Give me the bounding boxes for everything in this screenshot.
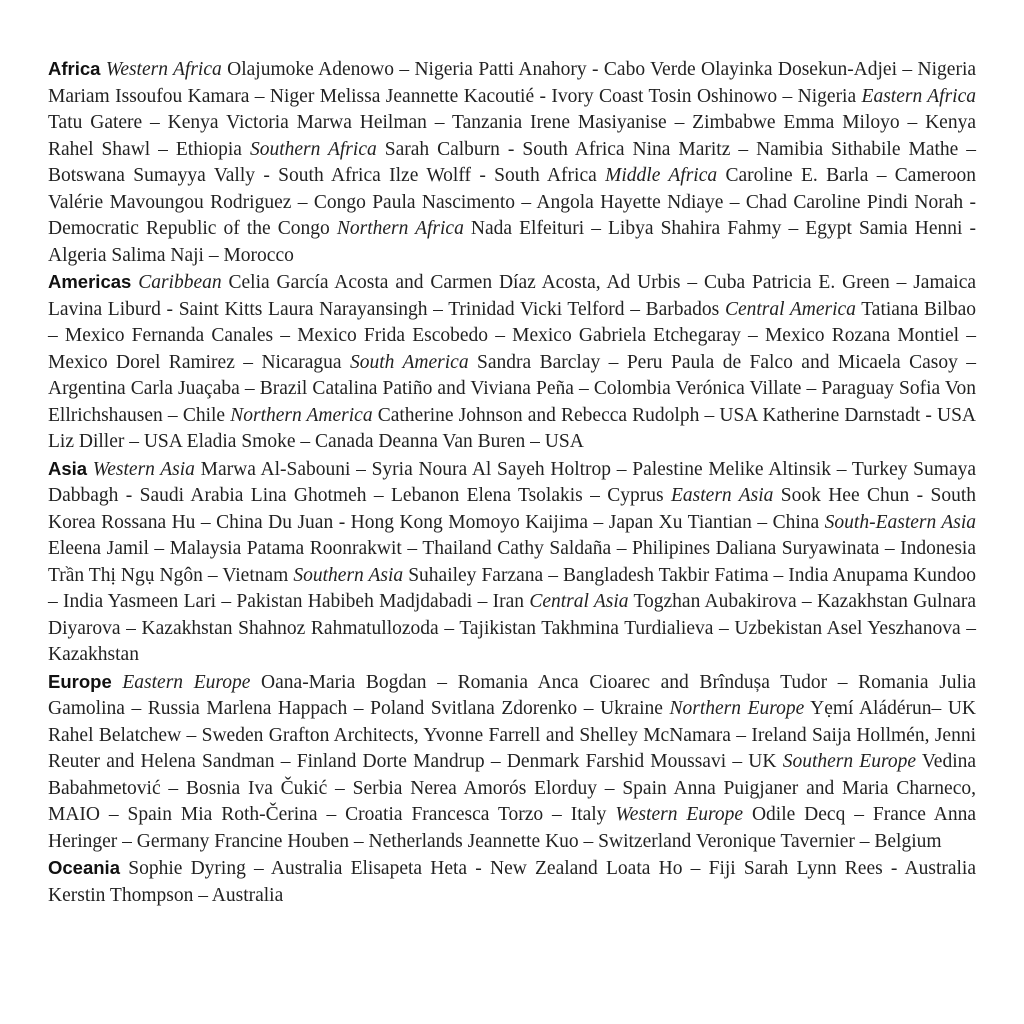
architect-list: Tatiana Bilbao – Mexico Fernanda Canales – Mexico Frida Escobedo – Mexico Gabriela Etchegaray – Mexico Rozana Montiel – Mexico Dorel Ramirez – Nicaragua (48, 298, 977, 373)
subregion-heading: Southern Europe (782, 751, 916, 772)
continent-heading: Americas (48, 271, 132, 292)
architect-list: Tatu Gatere – Kenya Victoria Marwa Heilman – Tanzania Irene Masiyanise – Zimbabwe Emma Miloyo – Kenya Rahel Shawl – Ethiopia (48, 112, 976, 160)
architect-list: Vedina Babahmetović – Bosnia Iva Čukić – Serbia Nerea Amorós Elorduy – Spain Anna Puigjaner and Maria Charneco, MAIO – Spain Mia Roth-Čerina – Croatia Francesca Torzo – Italy (48, 751, 977, 825)
continent-heading: Asia (48, 457, 88, 479)
subregion-heading: Middle Africa (605, 165, 718, 186)
architect-list: Catherine Johnson and Rebecca Rudolph – USA Katherine Darnstadt - USA Liz Diller – USA Eladia Smoke – Canada Deanna Van Buren – USA (48, 404, 977, 452)
architect-list: Nada Elfeituri – Libya Shahira Fahmy – Egypt Samia Henni - Algeria Salima Naji – Morocco (48, 218, 977, 266)
architect-list: Yẹmí Aládérun– UK Rahel Belatchew – Sweden Grafton Architects, Yvonne Farrell and Shelley McNamara – Ireland Saija Hollmén, Jenni Reuter and Helena Sandman – Finland Dorte Mandrup – Denmark Farshid Moussavi – UK (48, 698, 977, 772)
subregion-heading: Central America (724, 298, 856, 320)
subregion-heading: Eastern Asia (671, 485, 774, 506)
subregion-heading: Caribbean (138, 272, 222, 293)
subregion-heading: Southern Africa (249, 138, 377, 160)
architect-list: Togzhan Aubakirova – Kazakhstan Gulnara Diyarova – Kazakhstan Shahnoz Rahmatullozoda – Tajikistan Takhmina Turdialieva – Uzbekistan Asel Yeszhanova – Kazakhstan (48, 591, 977, 665)
architect-list: Celia García Acosta and Carmen Díaz Acosta, Ad Urbis – Cuba Patricia E. Green – Jamaica Lavina Liburd - Saint Kitts Laura Narayansingh – Trinidad Vicki Telford – Barbados (48, 272, 977, 320)
subregion-heading: Central Asia (529, 591, 629, 612)
subregion-heading: Western Africa (105, 59, 222, 80)
architect-list: Caroline E. Barla – Cameroon Valérie Mavoungou Rodriguez – Congo Paula Nascimento – Angola Hayette Ndiaye – Chad Caroline Pindi Norah - Democratic Republic of the Congo (48, 165, 977, 239)
architect-list: Suhailey Farzana – Bangladesh Takbir Fatima – India Anupama Kundoo – India Yasmeen Lari – Pakistan Habibeh Madjdabadi – Iran (48, 564, 977, 612)
subregion-heading: South America (350, 351, 469, 373)
architect-list: Sandra Barclay – Peru Paula de Falco and Micaela Casoy – Argentina Carla Juaçaba – Brazil Catalina Patiño and Viviana Peña – Colombia Verónica Villate – Paraguay Sofia Von Ellrichshausen – Chile (48, 351, 977, 426)
architect-list: Odile Decq – France Anna Heringer – Germany Francine Houben – Netherlands Jeannette Kuo – Switzerland Veronique Tavernier – Belgium (48, 804, 976, 852)
architect-list: Sook Hee Chun - South Korea Rossana Hu – China Du Juan - Hong Kong Momoyo Kaijima – Japan Xu Tiantian – China (48, 485, 977, 533)
architect-list: Eleena Jamil – Malaysia Patama Roonrakwit – Thailand Cathy Saldaña – Philipines Daliana Suryawinata – Indonesia Trần Thị Ngụ Ngôn – Vietnam (48, 538, 976, 586)
continent-heading: Africa (48, 58, 101, 79)
region-americas (48, 269, 976, 456)
region-europe (48, 669, 976, 856)
region-asia (48, 456, 976, 669)
subregion-heading: Northern Europe (669, 698, 805, 719)
subregion-heading: Western Europe (615, 804, 744, 825)
continent-heading: Europe (48, 670, 112, 692)
architect-list: Sarah Calburn - South Africa Nina Maritz – Namibia Sithabile Mathe – Botswana Sumayya Vally - South Africa Ilze Wolff - South Africa (48, 138, 977, 186)
region-oceania (48, 855, 976, 909)
architect-list: Oana-Maria Bogdan – Romania Anca Cioarec and Brîndușa Tudor – Romania Julia Gamolina – Russia Marlena Happach – Poland Svitlana Zdorenko – Ukraine (48, 671, 977, 719)
continent-heading: Oceania (48, 857, 120, 878)
document-body (48, 56, 976, 909)
subregion-heading: Southern Asia (293, 564, 404, 586)
subregion-heading: Eastern Europe (122, 671, 251, 693)
subregion-heading: Western Asia (92, 458, 195, 480)
architect-list: Olajumoke Adenowo – Nigeria Patti Anahory - Cabo Verde Olayinka Dosekun-Adjei – Nigeria Mariam Issoufou Kamara – Niger Melissa Jeannette Kacoutié - Ivory Coast Tosin Oshinowo – Nigeria (48, 59, 977, 107)
subregion-heading: Northern Africa (336, 218, 464, 239)
subregion-heading: Eastern Africa (861, 85, 976, 107)
subregion-heading: Northern America (230, 404, 373, 426)
architect-list: Marwa Al-Sabouni – Syria Noura Al Sayeh Holtrop – Palestine Melike Altinsik – Turkey Sumaya Dabbagh - Saudi Arabia Lina Ghotmeh – Lebanon Elena Tsolakis – Cyprus (48, 458, 977, 506)
region-africa (48, 56, 976, 269)
subregion-heading: South-Eastern Asia (824, 511, 977, 533)
architect-list: Sophie Dyring – Australia Elisapeta Heta - New Zealand Loata Ho – Fiji Sarah Lynn Rees - Australia Kerstin Thompson – Australia (48, 858, 977, 906)
